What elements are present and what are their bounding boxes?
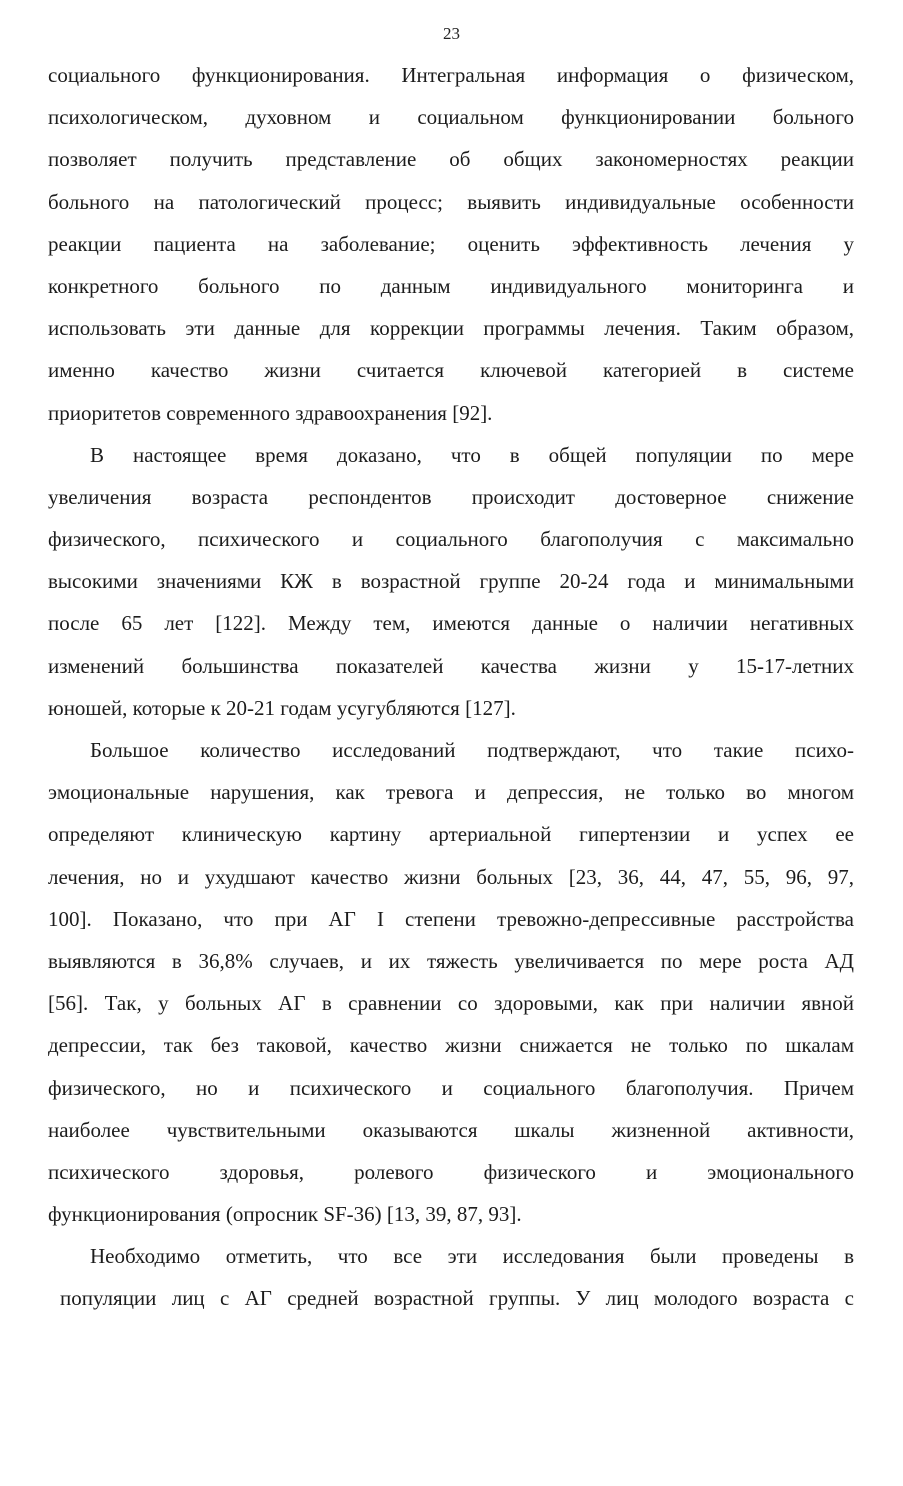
text-line: увеличения возраста респондентов происходит достоверное снижение xyxy=(48,484,854,509)
text-line: 100]. Показано, что при АГ I степени тревожно-депрессивные расстройства xyxy=(48,906,854,931)
paragraph-1 xyxy=(48,54,854,434)
text-line: выявляются в 36,8% случаев, и их тяжесть увеличивается по мере роста АД xyxy=(48,948,854,973)
text-line: [56]. Так, у больных АГ в сравнении со здоровыми, как при наличии явной xyxy=(48,991,854,1016)
text-line: определяют клиническую картину артериальной гипертензии и успех ее xyxy=(48,822,854,847)
text-line: конкретного больного по данным индивидуального мониторинга и xyxy=(48,273,854,298)
text-line: приоритетов современного здравоохранения [92]. xyxy=(48,400,493,425)
text-line: позволяет получить представление об общих закономерностях реакции xyxy=(48,147,854,172)
text-line: лечения, но и ухудшают качество жизни больных [23, 36, 44, 47, 55, 96, 97, xyxy=(48,864,854,889)
text-line: высокими значениями КЖ в возрастной группе 20-24 года и минимальными xyxy=(48,569,854,594)
paragraph-4 xyxy=(48,1235,854,1319)
text-line: изменений большинства показателей качества жизни у 15-17-летних xyxy=(48,653,854,678)
text-line: психологическом, духовном и социальном функционировании больного xyxy=(48,105,854,130)
text-line: эмоциональные нарушения, как тревога и депрессия, не только во многом xyxy=(48,780,854,805)
text-line: юношей, которые к 20-21 годам усугубляются [127]. xyxy=(48,695,516,720)
text-line: наиболее чувствительными оказываются шкалы жизненной активности, xyxy=(48,1117,854,1142)
text-line: после 65 лет [122]. Между тем, имеются данные о наличии негативных xyxy=(48,611,854,636)
text-line: реакции пациента на заболевание; оценить эффективность лечения у xyxy=(48,231,854,256)
text-line: психического здоровья, ролевого физического и эмоционального xyxy=(48,1159,854,1184)
body-text xyxy=(48,54,854,1320)
text-line: В настоящее время доказано, что в общей популяции по мере xyxy=(90,442,854,467)
text-line: именно качество жизни считается ключевой категорией в системе xyxy=(48,358,854,383)
text-line: физического, но и психического и социального благополучия. Причем xyxy=(48,1075,854,1100)
text-line: популяции лиц с АГ средней возрастной группы. У лиц молодого возраста с xyxy=(60,1286,854,1311)
text-line: Необходимо отметить, что все эти исследования были проведены в xyxy=(90,1244,854,1269)
text-line: функционирования (опросник SF-36) [13, 39, 87, 93]. xyxy=(48,1202,522,1227)
paragraph-2 xyxy=(48,434,854,729)
paragraph-3 xyxy=(48,729,854,1235)
text-line: использовать эти данные для коррекции программы лечения. Таким образом, xyxy=(48,316,854,341)
text-line: Большое количество исследований подтверждают, что такие психо- xyxy=(90,738,854,762)
text-line: депрессии, так без таковой, качество жизни снижается не только по шкалам xyxy=(48,1033,854,1058)
page-number: 23 xyxy=(443,24,460,43)
text-line: социального функционирования. Интегральная информация о физическом, xyxy=(48,63,854,87)
text-line: физического, психического и социального благополучия с максимально xyxy=(48,527,854,552)
text-line: больного на патологический процесс; выявить индивидуальные особенности xyxy=(48,189,854,214)
